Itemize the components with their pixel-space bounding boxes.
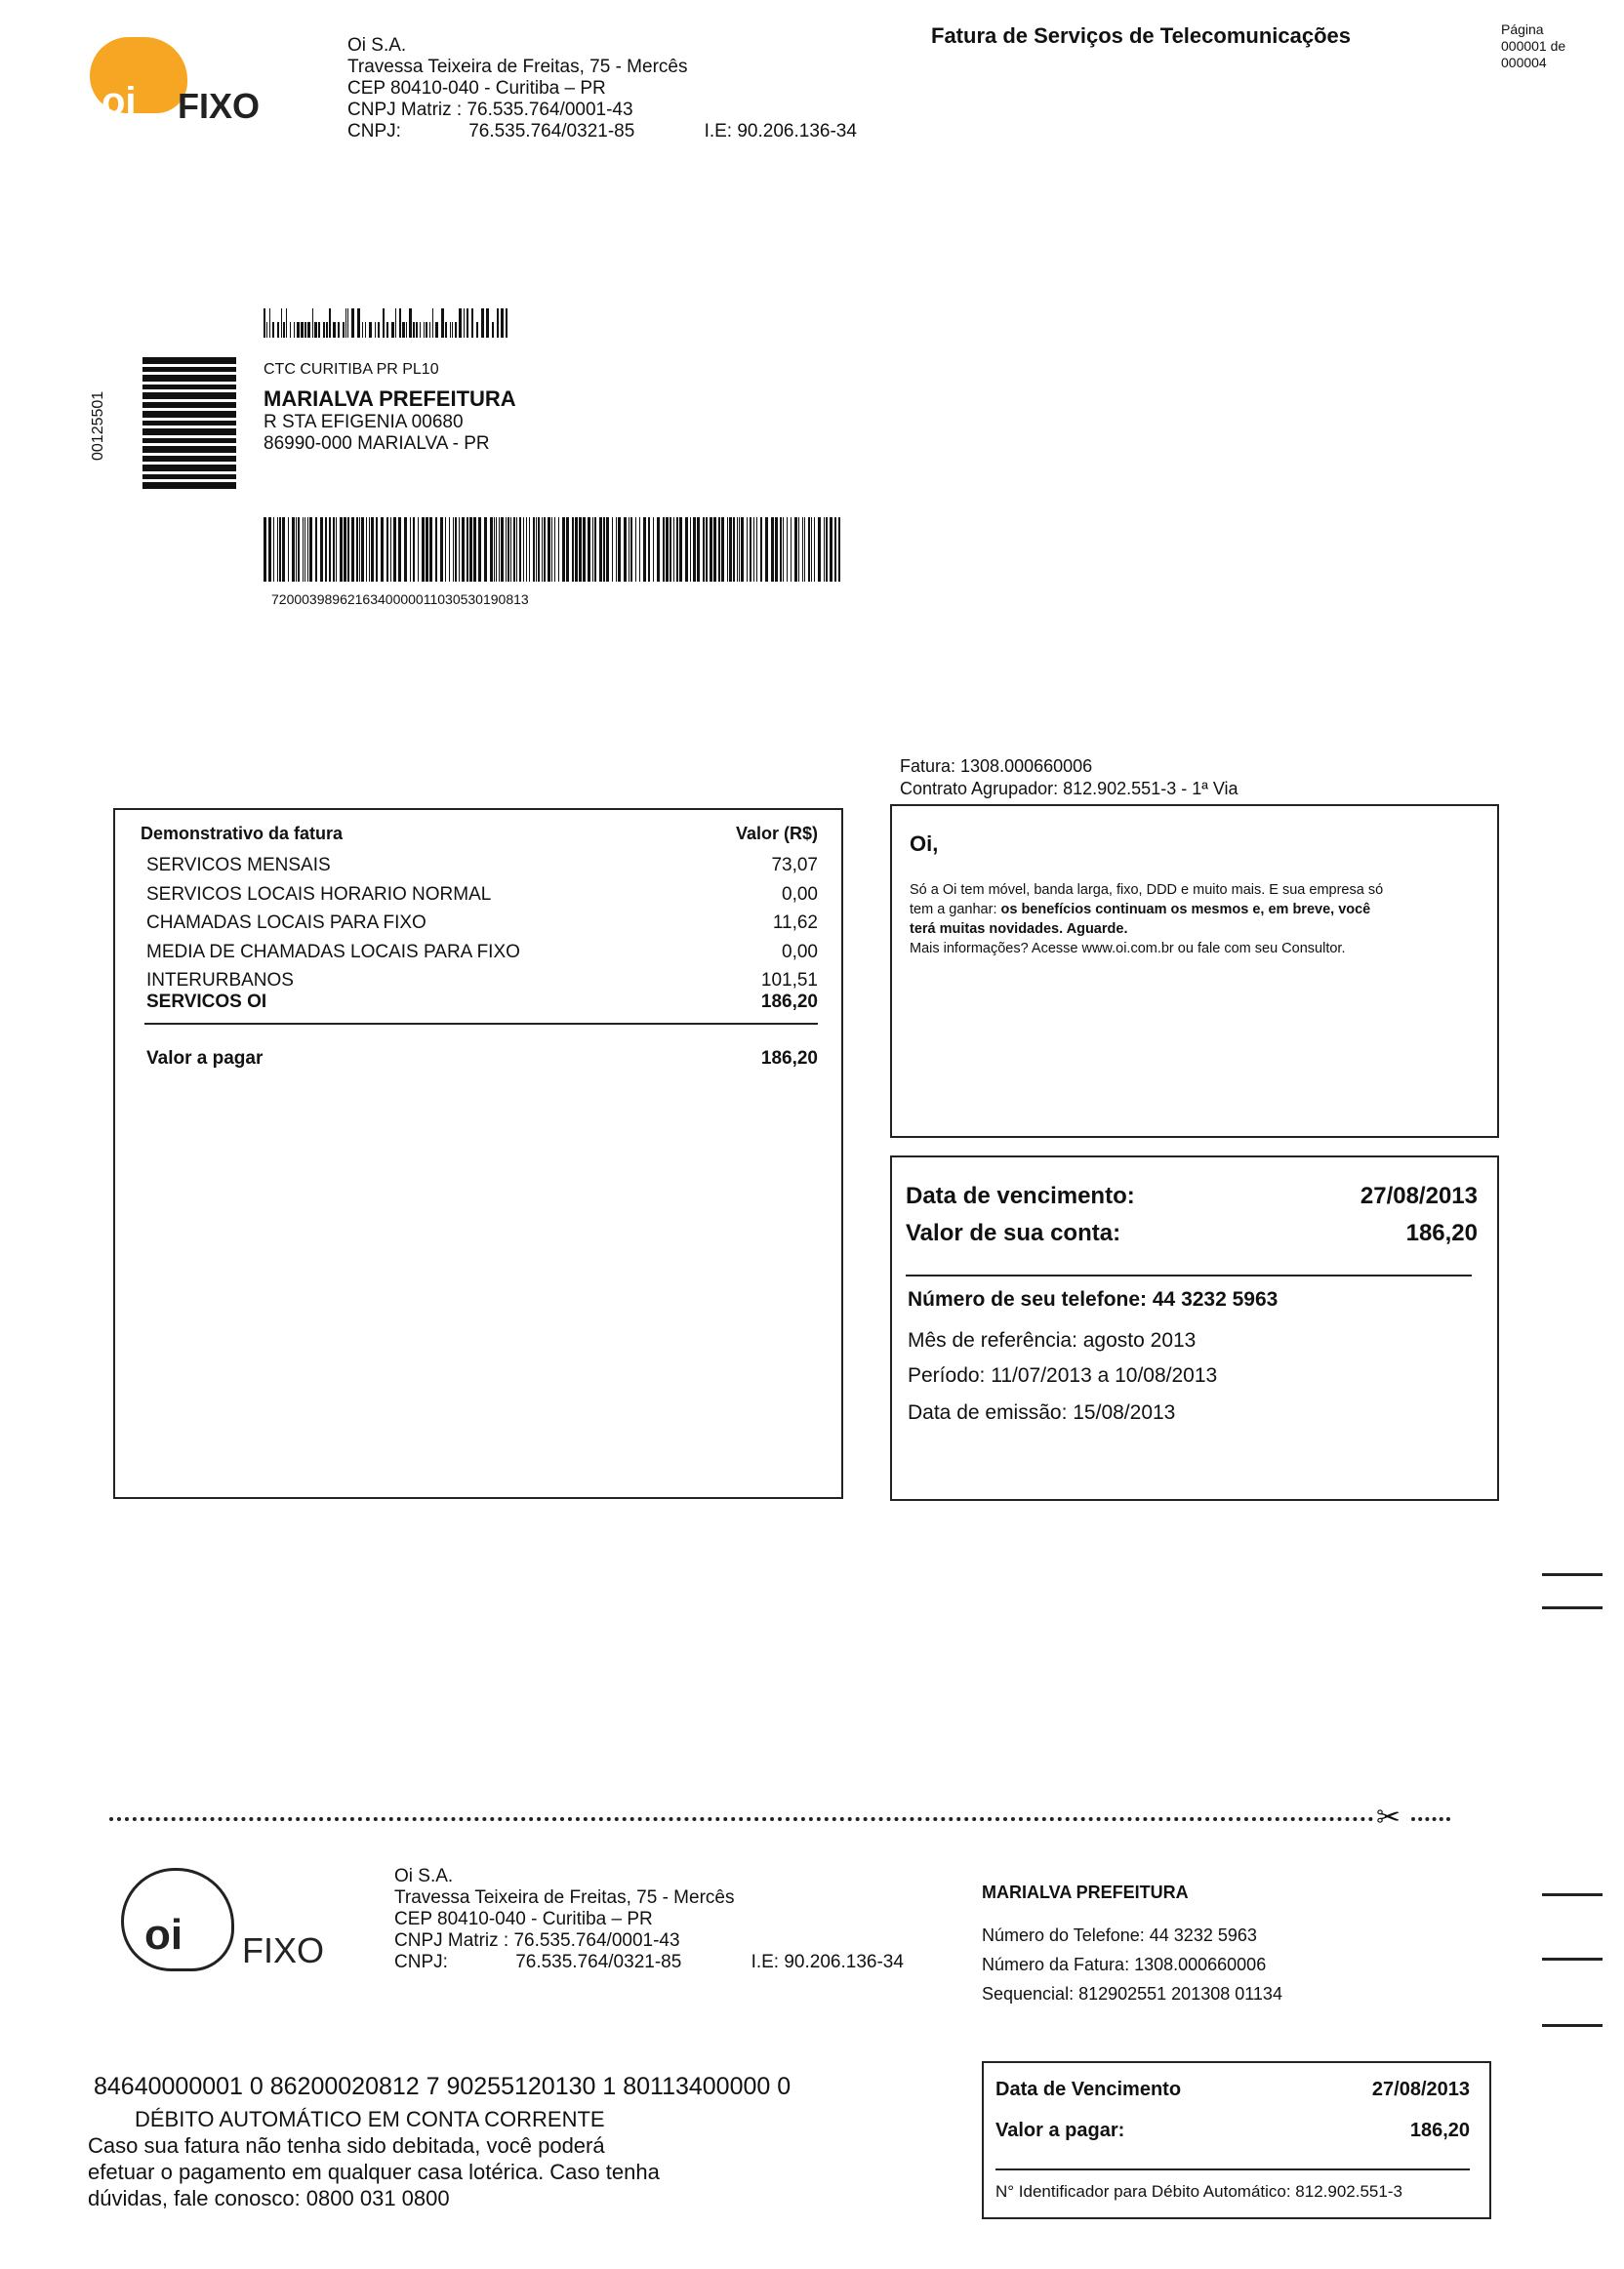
stub-customer-info: [982, 1878, 1282, 2008]
statement-row: [146, 880, 818, 910]
message-line-2b: os benefícios continuam os mesmos e, em breve, você: [1000, 902, 1371, 917]
recipient-city: 86990-000 MARIALVA - PR: [264, 433, 490, 454]
summary-period: Período: 11/07/2013 a 10/08/2013: [908, 1364, 1218, 1387]
message-line-2: [910, 900, 1485, 919]
summary-due-value: 27/08/2013: [1360, 1183, 1478, 1209]
summary-amount: [906, 1220, 1478, 1247]
statement-row: [146, 938, 818, 967]
stub-company-cnpj-matriz: CNPJ Matriz : 76.535.764/0001-43: [394, 1930, 680, 1951]
company-address: Travessa Teixeira de Freitas, 75 - Mercês: [347, 57, 688, 77]
summary-divider: [906, 1275, 1472, 1276]
stub-company-name: Oi S.A.: [394, 1866, 454, 1886]
message-line-4: Mais informações? Acesse www.oi.com.br ou fale com seu Consultor.: [910, 941, 1346, 956]
mail-barcode-number: 720003989621634000001103053019081​3: [271, 591, 529, 607]
page-label: Página: [1501, 21, 1544, 37]
recipient-name: MARIALVA PREFEITURA: [264, 386, 516, 411]
statement-subtotal: [146, 992, 818, 1013]
stub-debit-id: N° Identificador para Débito Automático: 812.902.551-3: [995, 2182, 1402, 2201]
statement-row-value: 73,07: [771, 855, 818, 875]
margin-mark: [1542, 1958, 1603, 1961]
statement-box: [113, 808, 843, 1499]
scissors-icon: ✂: [1376, 1802, 1401, 1834]
statement-row: [146, 851, 818, 880]
company-info-stub: [394, 1866, 904, 1973]
message-box: [890, 804, 1499, 1138]
invoice-ref: [900, 755, 1238, 800]
stub-cnpj-value: 76.535.764/0321-85: [515, 1952, 682, 1972]
document-title: Fatura de Serviços de Telecomunicações: [931, 23, 1351, 48]
message-line-1: Só a Oi tem móvel, banda larga, fixo, DDD e muito mais. E sua empresa só: [910, 882, 1384, 898]
statement-row-value: 101,51: [760, 970, 818, 991]
mail-barcode: [264, 517, 842, 582]
page-current: 000001 de: [1501, 38, 1566, 54]
debit-title: DÉBITO AUTOMÁTICO EM CONTA CORRENTE: [135, 2107, 605, 2131]
subtotal-label: SERVICOS OI: [146, 992, 267, 1012]
statement-row-value: 0,00: [782, 941, 818, 962]
cut-line: [109, 1817, 1374, 1821]
summary-amount-value: 186,20: [1405, 1220, 1478, 1246]
stub-amount: [995, 2120, 1470, 2142]
stub-due-label: Data de Vencimento: [995, 2079, 1182, 2100]
statement-row: [146, 909, 818, 938]
debit-text-2: efetuar o pagamento em qualquer casa lotérica. Caso tenha: [88, 2160, 660, 2184]
logo-oi-text: oi: [102, 80, 137, 123]
statement-row-label: MEDIA DE CHAMADAS LOCAIS PARA FIXO: [146, 941, 520, 962]
message-line-2a: tem a ganhar:: [910, 902, 1001, 917]
company-name: Oi S.A.: [347, 35, 407, 56]
company-ie: I.E: 90.206.136-34: [704, 121, 857, 142]
summary-due-label: Data de vencimento:: [906, 1183, 1135, 1209]
logo-fixo-text: FIXO: [178, 86, 261, 126]
statement-header-value: Valor (R$): [735, 824, 818, 843]
stub-box-divider: [995, 2168, 1470, 2170]
message-line-3: terá muitas novidades. Aguarde.: [910, 921, 1128, 937]
logo-stub-fixo-text: FIXO: [242, 1930, 325, 1970]
side-bar-marks: [142, 357, 236, 492]
stub-customer-name: MARIALVA PREFEITURA: [982, 1883, 1189, 1902]
recipient-street: R STA EFIGENIA 00680: [264, 412, 464, 432]
recipient-route: CTC CURITIBA PR PL10: [264, 361, 439, 378]
statement-total: [146, 1048, 818, 1070]
page-total: 000004: [1501, 55, 1547, 70]
stub-phone: Número do Telefone: 44 3232 5963: [982, 1925, 1257, 1945]
page-indicator: [1501, 21, 1565, 71]
debit-info: [88, 2106, 660, 2211]
statement-divider: [144, 1023, 818, 1025]
oi-logo-top: [68, 29, 303, 137]
stub-company-address: Travessa Teixeira de Freitas, 75 - Mercês: [394, 1887, 735, 1908]
stub-amount-value: 186,20: [1409, 2120, 1470, 2141]
company-info-top: [347, 35, 857, 142]
debit-text-1: Caso sua fatura não tenha sido debitada, você poderá: [88, 2133, 605, 2158]
message-body: [910, 880, 1485, 958]
stub-amount-label: Valor a pagar:: [995, 2120, 1125, 2141]
stub-cnpj-label: CNPJ:: [394, 1952, 448, 1972]
cnpj-value: 76.535.764/0321-85: [468, 121, 635, 142]
postal-barcode: [264, 308, 510, 338]
total-value: 186,20: [760, 1048, 818, 1069]
message-greeting: Oi,: [910, 831, 939, 856]
recipient-block: [264, 361, 516, 455]
invoice-number: Fatura: 1308.000660006: [900, 756, 1093, 776]
stub-payment-box: [982, 2061, 1491, 2219]
stub-due: [995, 2079, 1470, 2101]
statement-row-value: 11,62: [772, 912, 818, 933]
summary-issue-date: Data de emissão: 15/08/2013: [908, 1401, 1176, 1424]
summary-ref-month: Mês de referência: agosto 2013: [908, 1329, 1197, 1352]
company-cnpj: [347, 121, 857, 142]
margin-mark: [1542, 2024, 1603, 2027]
subtotal-value: 186,20: [760, 992, 818, 1012]
debit-text-3: dúvidas, fale conosco: 0800 031 0800: [88, 2186, 450, 2210]
company-cnpj-matriz: CNPJ Matriz : 76.535.764/0001-43: [347, 100, 633, 120]
summary-amount-label: Valor de sua conta:: [906, 1220, 1121, 1246]
margin-mark: [1542, 1573, 1603, 1576]
statement-row-label: CHAMADAS LOCAIS PARA FIXO: [146, 912, 426, 933]
logo-stub-oi-text: oi: [144, 1911, 183, 1959]
statement-row-label: SERVICOS MENSAIS: [146, 855, 331, 875]
invoice-contract: Contrato Agrupador: 812.902.551-3 - 1ª Via: [900, 779, 1238, 798]
stub-company-ie: I.E: 90.206.136-34: [751, 1952, 904, 1972]
summary-phone: Número de seu telefone: 44 3232 5963: [908, 1288, 1279, 1311]
stub-company-cep: CEP 80410-040 - Curitiba – PR: [394, 1909, 653, 1929]
stub-invoice-number: Número da Fatura: 1308.000660006: [982, 1955, 1267, 1974]
digitable-line: 84640000001 0 86200020812 7 90255120130 1 80113400000 0: [94, 2073, 792, 2100]
statement-items: [146, 851, 818, 995]
statement-row-label: SERVICOS LOCAIS HORARIO NORMAL: [146, 883, 492, 905]
statement-row-label: INTERURBANOS: [146, 970, 294, 991]
margin-mark: [1542, 1606, 1603, 1609]
cnpj-label: CNPJ:: [347, 121, 401, 142]
summary-due: [906, 1183, 1478, 1210]
stub-company-cnpj: [394, 1952, 904, 1973]
side-code: 00125501: [90, 390, 106, 461]
total-label: Valor a pagar: [146, 1048, 264, 1069]
company-cep: CEP 80410-040 - Curitiba – PR: [347, 78, 606, 99]
summary-box: [890, 1155, 1499, 1501]
statement-header: [141, 824, 818, 844]
oi-logo-stub: [115, 1862, 340, 1979]
statement-header-label: Demonstrativo da fatura: [141, 824, 344, 843]
margin-mark: [1542, 1893, 1603, 1896]
cut-line-end: [1411, 1817, 1450, 1821]
stub-sequencial: Sequencial: 812902551 201308 01134: [982, 1984, 1282, 2004]
stub-due-value: 27/08/2013: [1371, 2079, 1470, 2100]
statement-row-value: 0,00: [782, 883, 818, 905]
